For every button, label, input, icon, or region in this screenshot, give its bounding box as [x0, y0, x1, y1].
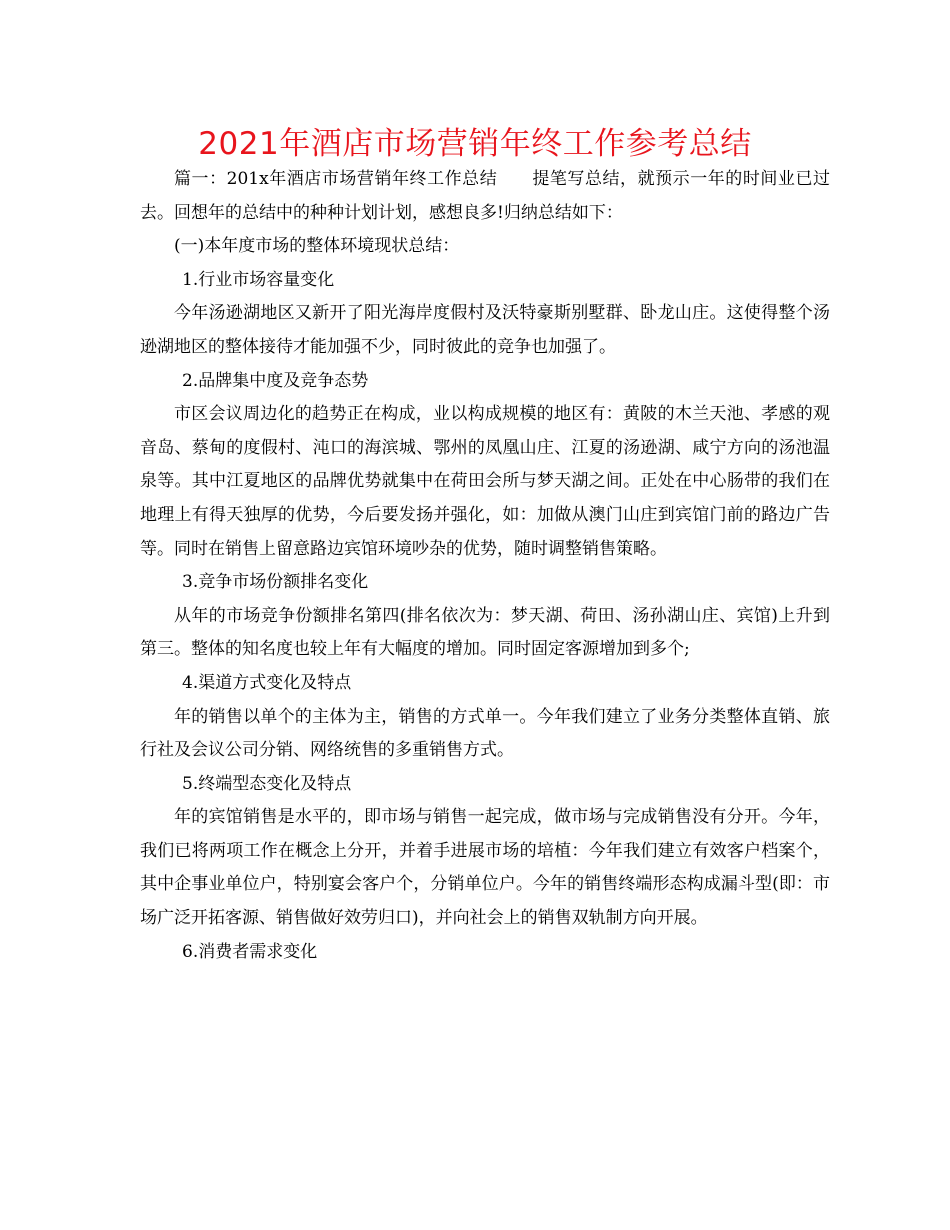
section-heading: 3.竞争市场份额排名变化: [182, 572, 369, 593]
section-heading: 5.终端型态变化及特点: [182, 773, 352, 794]
paragraph: 年的销售以单个的主体为主，销售的方式单一。今年我们建立了业务分类整体直销、旅行社及会议公司分销、网络统售的多重销售方式。: [140, 706, 830, 761]
section-heading: 2.品牌集中度及竞争态势: [182, 370, 369, 391]
paragraph: 今年汤逊湖地区又新开了阳光海岸度假村及沃特豪斯别墅群、卧龙山庄。这使得整个汤逊湖地区的整体接待才能加强不少，同时彼此的竞争也加强了。: [140, 303, 830, 357]
paragraph: 市区会议周边化的趋势正在构成，业以构成规模的地区有：黄陂的木兰天池、孝感的观音岛、蔡甸的度假村、沌口的海滨城、鄂州的凤凰山庄、江夏的汤逊湖、咸宁方向的汤池温泉等。其中江夏地区的品牌优势就集中在荷田会所与梦天湖之间。正处在中心肠带的我们在地理上有得天独厚的优势，今后要发扬并强化，如：加做从澳门山庄到宾馆门前的路边广告等。同时在销售上留意路边宾馆环境吵杂的优势，随时调整销售策略。: [140, 404, 830, 559]
paragraph: 年的宾馆销售是水平的，即市场与销售一起完成，做市场与完成销售没有分开。今年，我们已将两项工作在概念上分开，并着手进展市场的培植：今年我们建立有效客户档案个，其中企事业单位户，特别宴会客户个，分销单位户。今年的销售终端形态构成漏斗型(即：市场广泛开拓客源、销售做好效劳归口)，并向社会上的销售双轨制方向开展。: [140, 807, 830, 929]
document-body: [140, 163, 830, 969]
section-heading: 1.行业市场容量变化: [182, 269, 335, 290]
section-heading: 4.渠道方式变化及特点: [182, 672, 352, 693]
section-heading: 6.消费者需求变化: [182, 941, 318, 962]
paragraph: (一)本年度市场的整体环境现状总结：: [174, 236, 460, 257]
document-title: 2021年酒店市场营销年终工作参考总结: [198, 126, 752, 162]
paragraph: 从年的市场竞争份额排名第四(排名依次为：梦天湖、荷田、汤孙湖山庄、宾馆)上升到第三。整体的知名度也较上年有大幅度的增加。同时固定客源增加到多个;: [140, 605, 830, 660]
paragraph: 篇一：201x年酒店市场营销年终工作总结 提笔写总结，就预示一年的时间业已过去。回想年的总结中的种种计划计划，感想良多!归纳总结如下：: [140, 169, 830, 223]
